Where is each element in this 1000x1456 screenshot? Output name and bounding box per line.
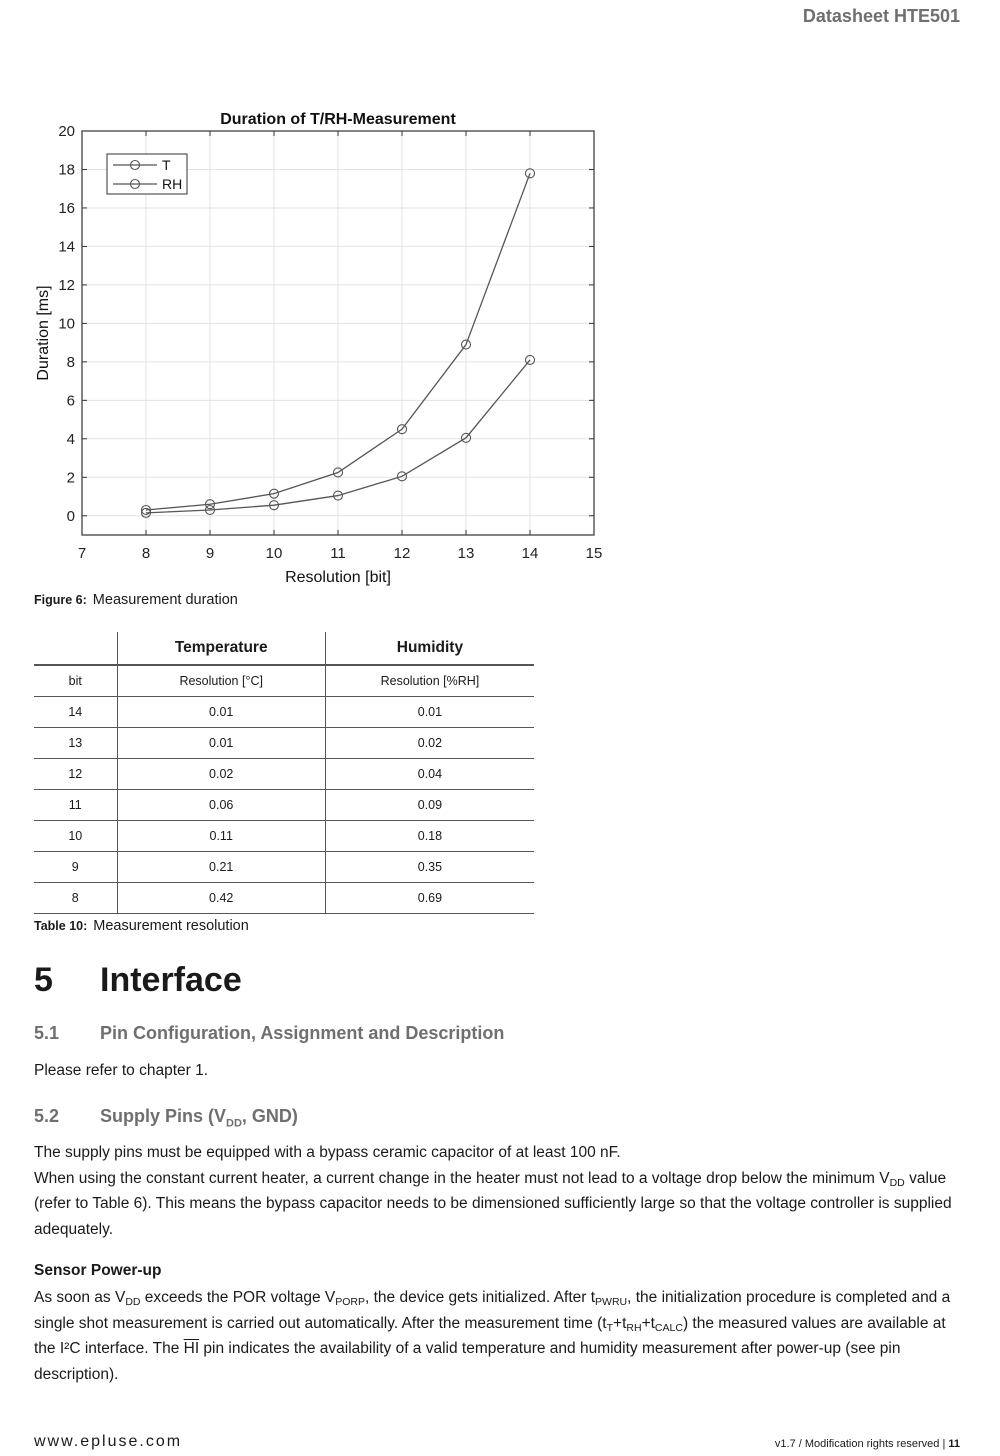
page-number: 11 — [948, 1438, 960, 1450]
y-tick-label: 0 — [66, 507, 75, 525]
table-group-header-row — [34, 632, 534, 665]
paragraph: As soon as $V_{DD}$ exceeds the POR voltage $V_{PORP}$, the device gets initialized. After $t_{PWRU}$, the initialization procedure is completed and a single shot measurement is carried out automatically. After the measurement time $(t_T+t_{RH}+t_{CALC})$ the measured values are available at the I²C interface. The $\overline{HI}$ pin indicates the availability of a valid temperature and humidity measurement after power-up (see pin description). — [34, 1289, 951, 1383]
table-row — [34, 883, 534, 914]
subsection-number: 5.2 — [34, 1106, 60, 1126]
figure-caption-label: Figure 6: — [34, 593, 87, 607]
table-caption-text: Measurement resolution — [93, 918, 249, 934]
table-row — [34, 697, 534, 728]
table-cell: 0.04 — [325, 759, 534, 790]
subheading: Sensor Power-up — [34, 1262, 162, 1279]
legend-label: T — [162, 157, 171, 173]
y-axis-label: Duration [ms] — [35, 285, 52, 381]
table-cell: 9 — [34, 852, 117, 883]
x-tick-label: 7 — [77, 545, 87, 562]
x-tick-label: 12 — [393, 545, 411, 562]
paragraph: Please refer to chapter 1. — [34, 1062, 209, 1079]
table-cell: 12 — [34, 759, 117, 790]
table-cell: 13 — [34, 728, 117, 759]
document-title: Datasheet HTE501 — [802, 6, 960, 26]
paragraph-line: When using the constant current heater, a current change in the heater must not lead to a voltage drop below the minimum $V_{DD}$ value (refer to Table 6). This means the bypass capacitor needs to be dimensioned sufficiently large so that the voltage controller is supplied adequately. — [34, 1169, 952, 1238]
table-cell: 8 — [34, 883, 117, 914]
subsection-title: Pin Configuration, Assignment and Description — [100, 1023, 505, 1043]
y-tick-label: 6 — [66, 392, 75, 410]
y-tick-label: 20 — [58, 123, 75, 140]
table-group-header — [34, 632, 117, 665]
paragraph-line: The supply pins must be equipped with a bypass ceramic capacitor of at least 100 nF. — [34, 1144, 621, 1161]
table-cell: 14 — [34, 697, 117, 728]
table-cell: 0.35 — [325, 852, 534, 883]
x-axis-label: Resolution [bit] — [285, 569, 391, 586]
table-row — [34, 852, 534, 883]
x-tick-label: 13 — [457, 545, 475, 562]
table-cell: 0.42 — [117, 883, 325, 914]
figure-caption — [34, 592, 238, 608]
x-tick-label: 10 — [265, 545, 283, 562]
table-caption — [34, 918, 249, 934]
legend-label: RH — [162, 176, 183, 192]
subsection-number: 5.1 — [34, 1023, 60, 1043]
footer-note: v1.7 / Modification rights reserved | 11 — [774, 1438, 960, 1450]
duration-chart — [0, 100, 620, 590]
figure-caption-text: Measurement duration — [92, 592, 238, 608]
table-cell: 0.01 — [117, 728, 325, 759]
section-number: 5 — [34, 961, 53, 999]
x-tick-label: 11 — [330, 545, 346, 562]
paragraph — [34, 1140, 970, 1242]
table-subheader-row — [34, 665, 534, 697]
subsection-title: Supply Pins ($V_{DD}$, GND) — [100, 1106, 298, 1130]
table-cell: 0.01 — [325, 697, 534, 728]
table-cell: 0.11 — [117, 821, 325, 852]
table-cell: 0.06 — [117, 790, 325, 821]
table-row — [34, 728, 534, 759]
table-cell: 0.09 — [325, 790, 534, 821]
table-cell: 0.02 — [117, 759, 325, 790]
table-cell: 11 — [34, 790, 117, 821]
table-subheader: bit — [34, 665, 117, 697]
table-cell: 0.21 — [117, 852, 325, 883]
hi-pin-label: $\overline{HI}$ — [183, 1340, 200, 1357]
table-group-header: Temperature — [117, 632, 325, 665]
y-tick-label: 2 — [66, 469, 75, 487]
table-group-header: Humidity — [325, 632, 534, 665]
x-tick-label: 15 — [585, 545, 603, 562]
table-cell: 0.69 — [325, 883, 534, 914]
table-row — [34, 790, 534, 821]
y-tick-label: 14 — [58, 238, 75, 256]
table-subheader: Resolution [%RH] — [325, 665, 534, 697]
table-cell: 0.18 — [325, 821, 534, 852]
table-cell: 10 — [34, 821, 117, 852]
table-cell: 0.02 — [325, 728, 534, 759]
table-row — [34, 759, 534, 790]
y-tick-label: 12 — [58, 276, 75, 294]
table-subheader: Resolution [°C] — [117, 665, 325, 697]
x-tick-label: 8 — [141, 545, 151, 562]
table-row — [34, 821, 534, 852]
table-caption-label: Table 10: — [34, 919, 88, 933]
footer-website[interactable]: www.epluse.com — [34, 1433, 183, 1450]
y-tick-label: 18 — [58, 161, 75, 179]
resolution-table — [34, 632, 534, 914]
y-tick-label: 8 — [66, 353, 75, 371]
y-tick-label: 10 — [58, 315, 75, 333]
section-title: Interface — [100, 961, 242, 999]
x-tick-label: 14 — [521, 545, 539, 562]
y-tick-label: 16 — [58, 199, 75, 217]
y-tick-label: 4 — [66, 430, 75, 448]
chart-title: Duration of T/RH-Measurement — [220, 111, 456, 128]
table-cell: 0.01 — [117, 697, 325, 728]
x-tick-label: 9 — [205, 545, 215, 562]
